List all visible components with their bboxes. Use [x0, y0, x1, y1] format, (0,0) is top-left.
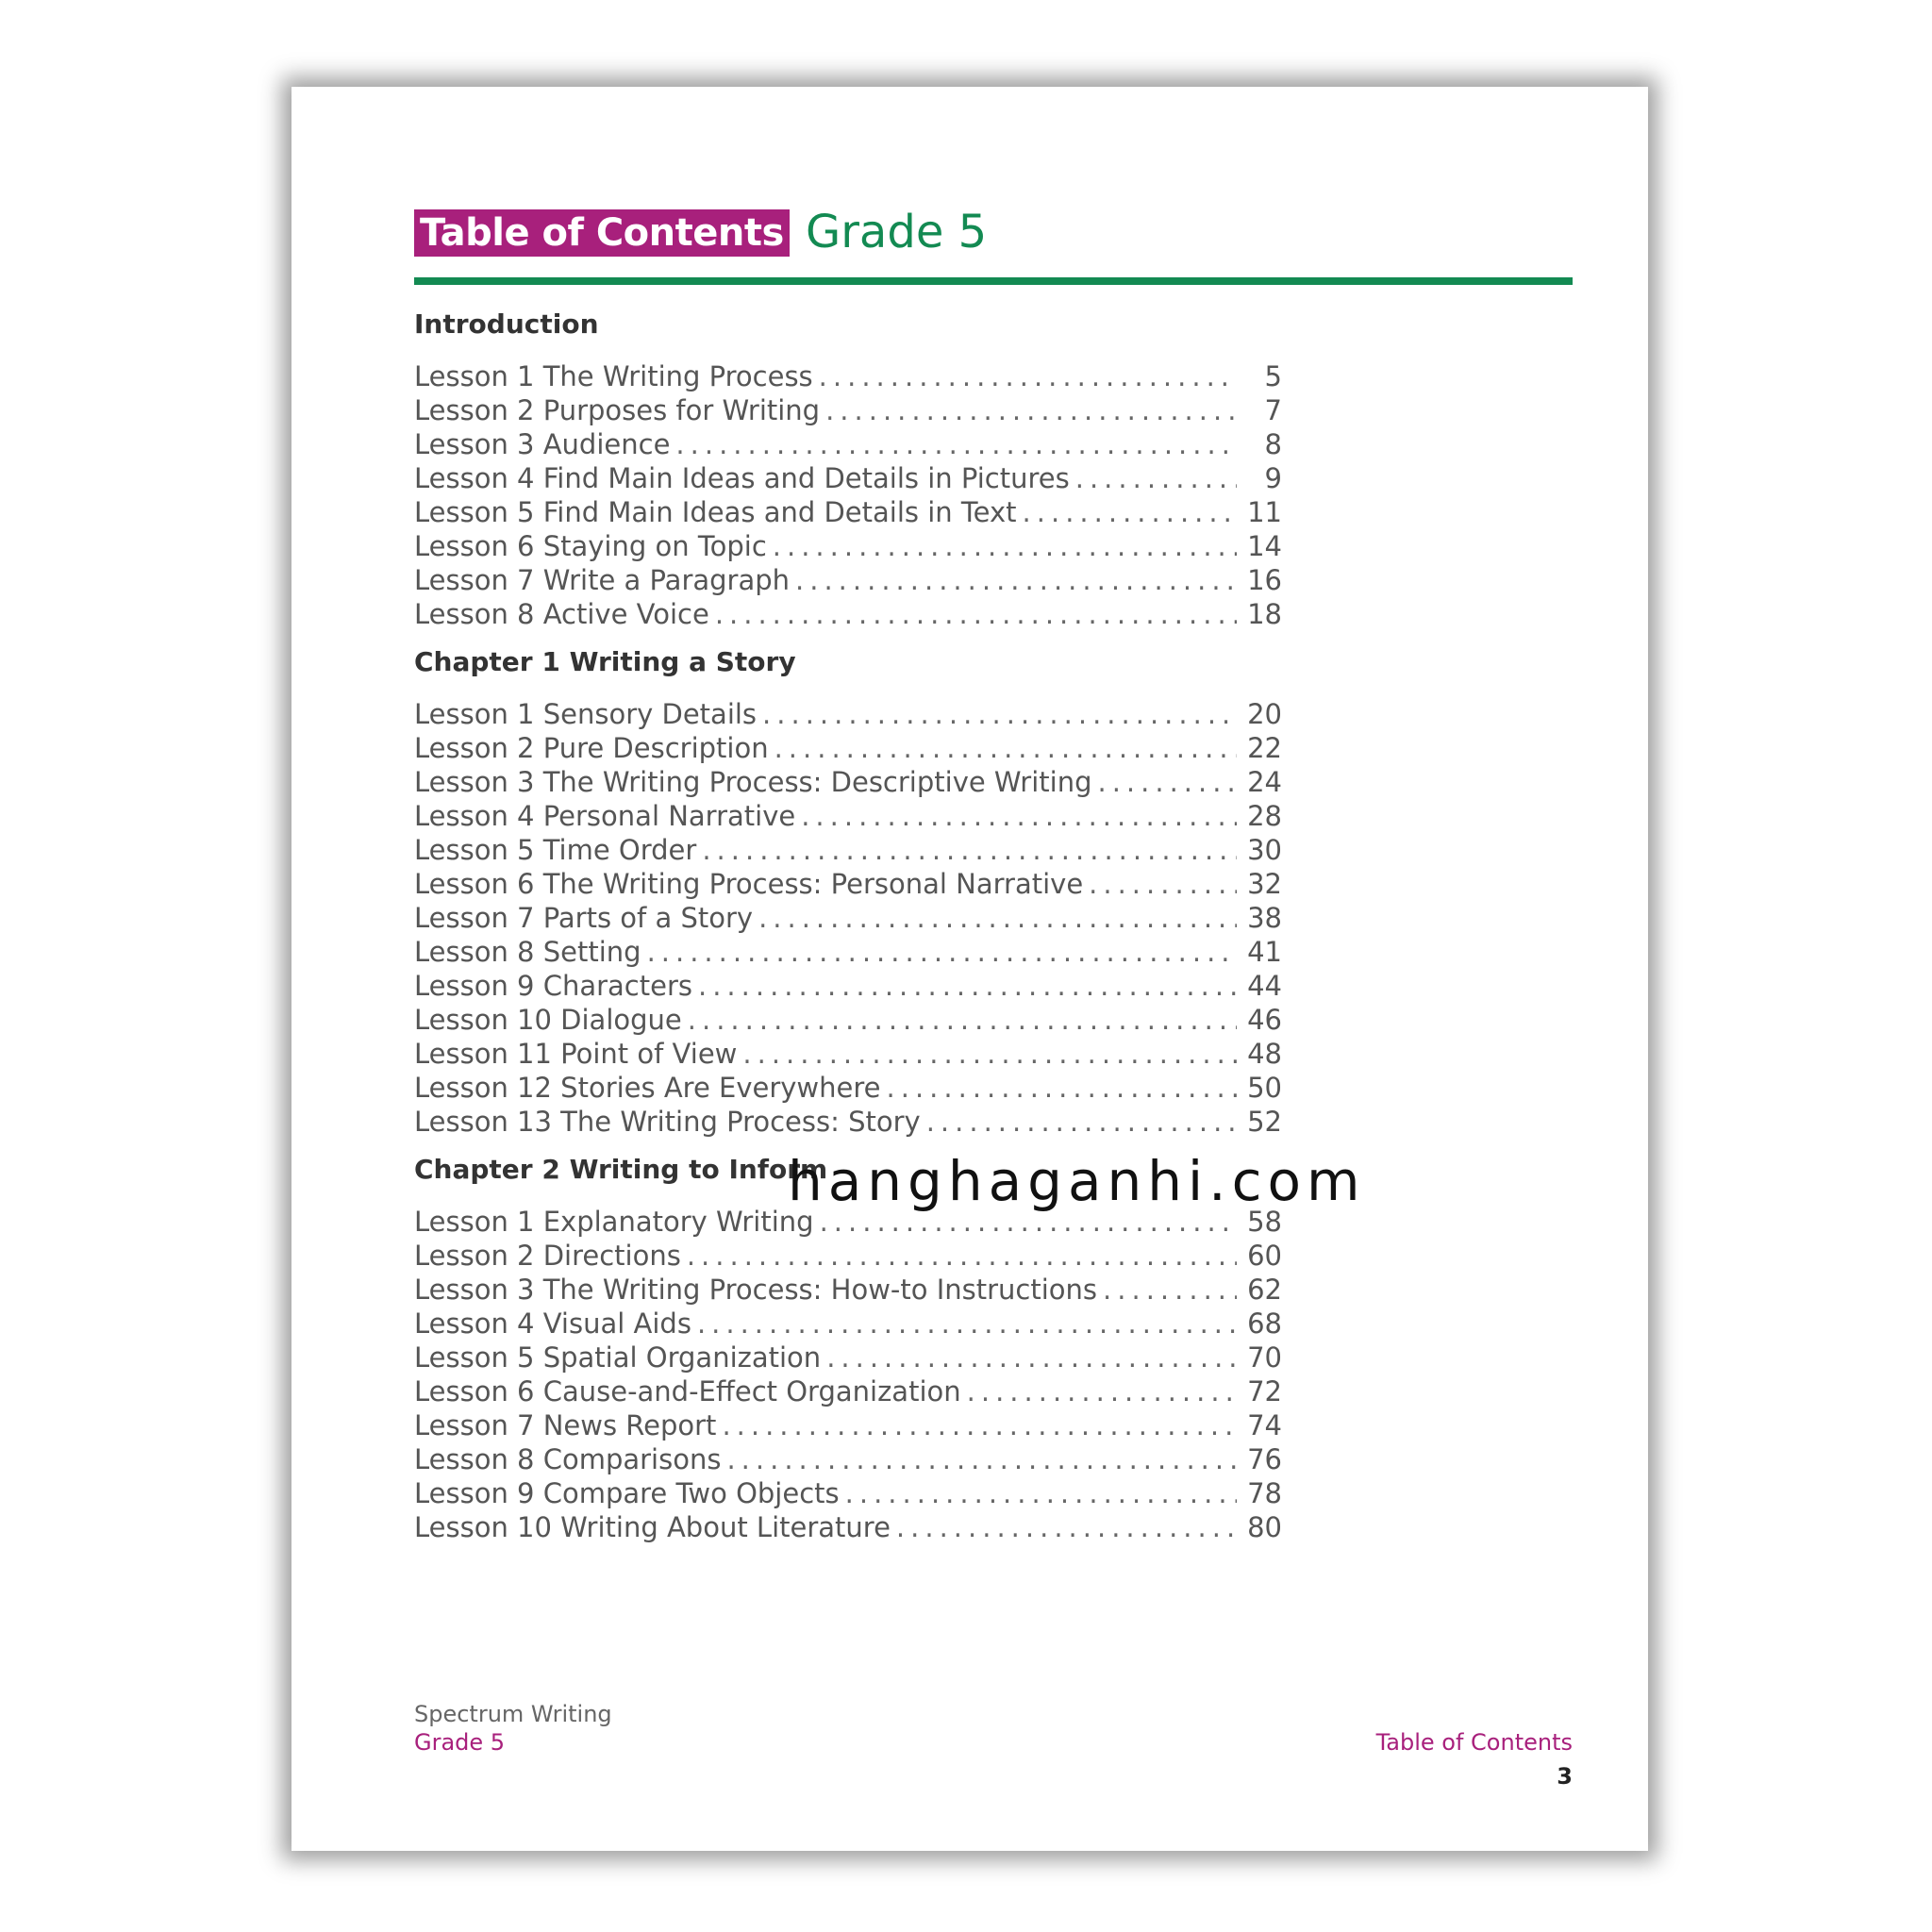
toc-entry	[414, 696, 1282, 730]
entry-page-number: 46	[1247, 1004, 1282, 1036]
toc-entry	[414, 562, 1282, 596]
entry-page-number: 14	[1247, 530, 1282, 562]
toc-entry	[414, 358, 1282, 392]
entry-page-number: 22	[1247, 732, 1282, 764]
dot-leader	[762, 698, 1237, 730]
entry-label: Lesson 2 Directions	[414, 1240, 681, 1272]
toc-entry	[414, 596, 1282, 630]
section-title: Chapter 1 Writing a Story	[414, 646, 796, 677]
entry-page-number: 80	[1247, 1511, 1282, 1543]
dot-leader	[826, 1341, 1237, 1374]
dot-leader	[825, 394, 1237, 426]
entry-label: Lesson 3 The Writing Process: Descriptive Writing	[414, 766, 1092, 798]
toc-entry	[414, 764, 1282, 798]
entry-label: Lesson 8 Active Voice	[414, 598, 709, 630]
dot-leader	[926, 1106, 1237, 1138]
dot-leader	[1089, 868, 1237, 900]
dot-leader	[1075, 462, 1237, 494]
dot-leader	[675, 428, 1237, 460]
table-of-contents	[414, 308, 1282, 1543]
watermark: hanghaganhi.com	[788, 1149, 1366, 1213]
entry-label: Lesson 5 Find Main Ideas and Details in Text	[414, 496, 1017, 528]
toc-entry	[414, 730, 1282, 764]
entry-page-number: 8	[1264, 428, 1282, 460]
toc-entry	[414, 934, 1282, 968]
dot-leader	[845, 1477, 1237, 1509]
toc-entry	[414, 832, 1282, 866]
dot-leader	[726, 1443, 1237, 1475]
entry-label: Lesson 1 Explanatory Writing	[414, 1206, 814, 1238]
toc-entry	[414, 1441, 1282, 1475]
entry-page-number: 70	[1247, 1341, 1282, 1374]
toc-entry	[414, 1407, 1282, 1441]
dot-leader	[647, 936, 1237, 968]
footer-book-title: Spectrum Writing	[414, 1701, 612, 1727]
entry-label: Lesson 7 Parts of a Story	[414, 902, 754, 934]
dot-leader	[688, 1004, 1237, 1036]
toc-entry	[414, 1272, 1282, 1306]
entry-page-number: 28	[1247, 800, 1282, 832]
entry-label: Lesson 11 Point of View	[414, 1038, 738, 1070]
toc-entry	[414, 494, 1282, 528]
entry-label: Lesson 4 Personal Narrative	[414, 800, 796, 832]
entry-page-number: 74	[1247, 1409, 1282, 1441]
dot-leader	[801, 800, 1237, 832]
toc-entry	[414, 1238, 1282, 1272]
entry-label: Lesson 12 Stories Are Everywhere	[414, 1072, 881, 1104]
dot-leader	[795, 564, 1237, 596]
entry-label: Lesson 6 Staying on Topic	[414, 530, 767, 562]
toc-entry	[414, 798, 1282, 832]
toc-entry	[414, 1036, 1282, 1070]
dot-leader	[819, 360, 1237, 392]
toc-entry	[414, 866, 1282, 900]
entry-page-number: 72	[1247, 1375, 1282, 1407]
entry-page-number: 5	[1264, 360, 1282, 392]
dot-leader	[1023, 496, 1237, 528]
toc-entry	[414, 1070, 1282, 1104]
entry-page-number: 41	[1247, 936, 1282, 968]
section-title: Introduction	[414, 308, 599, 340]
dot-leader	[697, 1307, 1237, 1340]
toc-entry	[414, 900, 1282, 934]
dot-leader	[774, 732, 1237, 764]
entry-page-number: 68	[1247, 1307, 1282, 1340]
entry-page-number: 9	[1264, 462, 1282, 494]
toc-section	[414, 308, 1282, 630]
toc-entry	[414, 1340, 1282, 1374]
dot-leader	[773, 530, 1237, 562]
entry-label: Lesson 1 The Writing Process	[414, 360, 813, 392]
entry-page-number: 48	[1247, 1038, 1282, 1070]
document-page	[291, 87, 1648, 1851]
entry-label: Lesson 9 Compare Two Objects	[414, 1477, 840, 1509]
grade-title: Grade 5	[806, 206, 988, 258]
entry-label: Lesson 13 The Writing Process: Story	[414, 1106, 921, 1138]
entry-label: Lesson 10 Writing About Literature	[414, 1511, 891, 1543]
toc-badge: Table of Contents	[414, 209, 790, 257]
toc-entry	[414, 1374, 1282, 1407]
toc-entry	[414, 528, 1282, 562]
toc-entry	[414, 968, 1282, 1002]
entry-label: Lesson 6 The Writing Process: Personal Narrative	[414, 868, 1084, 900]
dot-leader	[896, 1511, 1237, 1543]
dot-leader	[715, 598, 1237, 630]
dot-leader	[698, 970, 1237, 1002]
footer-left	[414, 1700, 612, 1757]
section-title: Chapter 2 Writing to Inform	[414, 1154, 828, 1185]
entry-label: Lesson 9 Characters	[414, 970, 692, 1002]
entry-page-number: 24	[1247, 766, 1282, 798]
entry-page-number: 18	[1247, 598, 1282, 630]
footer-grade: Grade 5	[414, 1729, 506, 1756]
dot-leader	[1098, 766, 1238, 798]
entry-page-number: 50	[1247, 1072, 1282, 1104]
entry-label: Lesson 1 Sensory Details	[414, 698, 758, 730]
entry-label: Lesson 10 Dialogue	[414, 1004, 682, 1036]
entry-label: Lesson 2 Purposes for Writing	[414, 394, 821, 426]
toc-entry	[414, 1509, 1282, 1543]
entry-page-number: 32	[1247, 868, 1282, 900]
entry-page-number: 11	[1247, 496, 1282, 528]
dot-leader	[967, 1375, 1237, 1407]
entry-label: Lesson 4 Find Main Ideas and Details in Pictures	[414, 462, 1070, 494]
entry-label: Lesson 7 News Report	[414, 1409, 717, 1441]
entry-page-number: 60	[1247, 1240, 1282, 1272]
entry-label: Lesson 8 Comparisons	[414, 1443, 722, 1475]
entry-page-number: 76	[1247, 1443, 1282, 1475]
toc-section	[414, 645, 1282, 1138]
entry-label: Lesson 2 Pure Description	[414, 732, 769, 764]
entry-label: Lesson 4 Visual Aids	[414, 1307, 691, 1340]
entry-page-number: 44	[1247, 970, 1282, 1002]
entry-page-number: 7	[1264, 394, 1282, 426]
entry-page-number: 30	[1247, 834, 1282, 866]
entry-label: Lesson 5 Time Order	[414, 834, 697, 866]
toc-entry	[414, 460, 1282, 494]
dot-leader	[742, 1038, 1237, 1070]
entry-page-number: 16	[1247, 564, 1282, 596]
page-header	[414, 206, 1573, 258]
toc-entry	[414, 1002, 1282, 1036]
entry-page-number: 52	[1247, 1106, 1282, 1138]
entry-label: Lesson 5 Spatial Organization	[414, 1341, 822, 1374]
entry-page-number: 38	[1247, 902, 1282, 934]
toc-entry	[414, 1306, 1282, 1340]
footer-section-name: Table of Contents	[1375, 1729, 1573, 1756]
entry-page-number: 62	[1247, 1274, 1282, 1306]
entry-page-number: 20	[1247, 698, 1282, 730]
dot-leader	[687, 1240, 1237, 1272]
dot-leader	[722, 1409, 1237, 1441]
toc-entry	[414, 426, 1282, 460]
page-number: 3	[1557, 1763, 1573, 1790]
dot-leader	[702, 834, 1237, 866]
header-rule	[414, 277, 1573, 285]
entry-label: Lesson 3 Audience	[414, 428, 671, 460]
dot-leader	[887, 1072, 1237, 1104]
entry-page-number: 78	[1247, 1477, 1282, 1509]
entry-label: Lesson 6 Cause-and-Effect Organization	[414, 1375, 961, 1407]
entry-label: Lesson 7 Write a Paragraph	[414, 564, 791, 596]
entry-page-number: 58	[1247, 1206, 1282, 1238]
dot-leader	[758, 902, 1237, 934]
toc-entry	[414, 392, 1282, 426]
entry-label: Lesson 3 The Writing Process: How-to Instructions	[414, 1274, 1098, 1306]
toc-entry	[414, 1104, 1282, 1138]
entry-label: Lesson 8 Setting	[414, 936, 641, 968]
toc-entry	[414, 1475, 1282, 1509]
dot-leader	[1103, 1274, 1237, 1306]
footer-right	[1376, 1728, 1573, 1790]
